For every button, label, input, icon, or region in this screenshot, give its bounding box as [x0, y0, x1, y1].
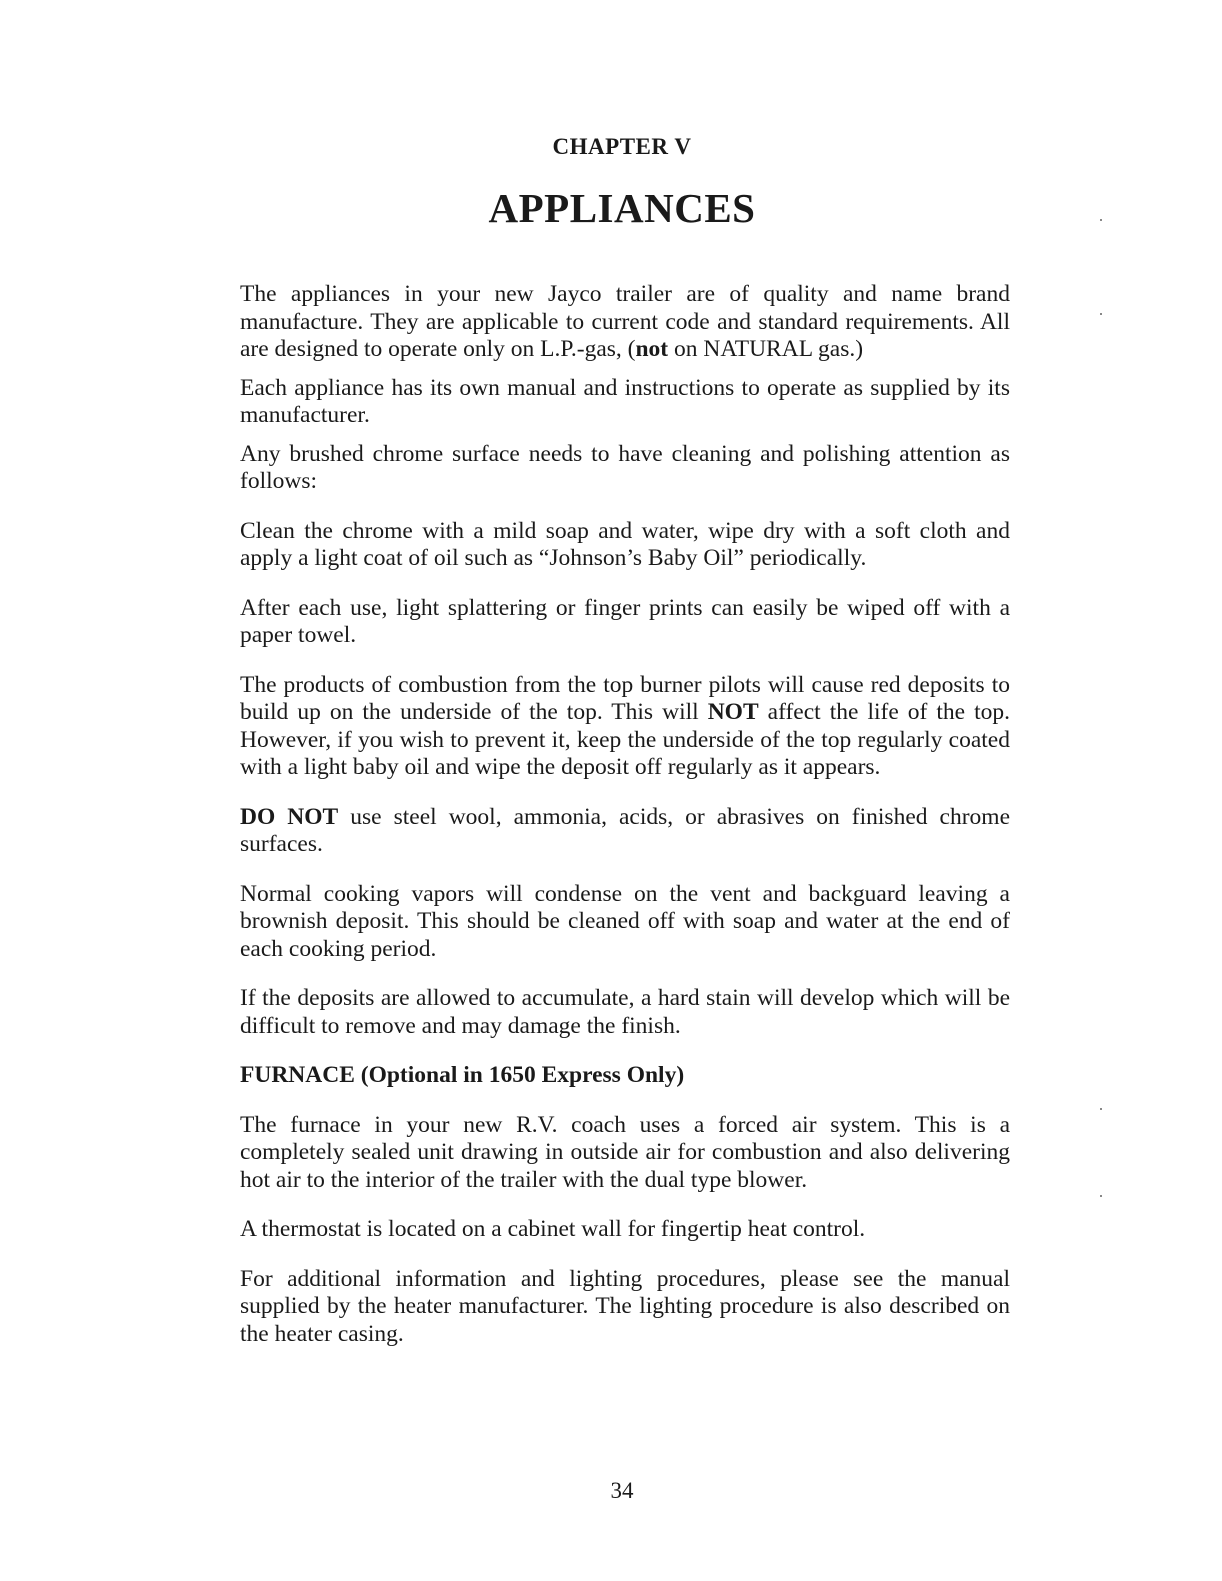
- paragraph-cooking-vapors: Normal cooking vapors will condense on the vent and backguard leaving a brownish deposit. This should be cleaned off with soap and water at the end of each cooking period.: [240, 880, 1010, 962]
- paragraph-deposits: If the deposits are allowed to accumulate, a hard stain will develop which will be difficult to remove and may damage the finish.: [240, 985, 1010, 1039]
- paragraph-combustion: The products of combustion from the top burner pilots will cause red deposits to build up on the underside of the top. This will NOT affect the life of the top. However, if you wish to prevent it, keep the underside of the top regularly coated with a light baby oil and wipe the deposit off regularly as it appears.: [240, 671, 1011, 780]
- page-title: APPLIANCES: [488, 185, 756, 231]
- paragraph-intro: The appliances in your new Jayco trailer are of quality and name brand manufacture. They are applicable to current code and standard requirements. All are designed to operate only on L.P.-gas, (not on NATURAL gas.): [240, 281, 1010, 362]
- scan-speck: [1100, 313, 1102, 315]
- paragraph-manuals: Each appliance has its own manual and instructions to operate as supplied by its manufacturer.: [240, 374, 1010, 428]
- page-number: 34: [610, 1478, 634, 1503]
- paragraph-chrome-intro: Any brushed chrome surface needs to have cleaning and polishing attention as follows:: [240, 440, 1010, 494]
- paragraph-additional-info: For additional information and lighting procedures, please see the manual supplied by the heater manufacturer. The lighting procedure is also described on the heater casing.: [240, 1265, 1010, 1347]
- chapter-label: CHAPTER V: [552, 134, 692, 159]
- scan-speck: [1100, 219, 1102, 221]
- scan-speck: [1100, 1195, 1102, 1197]
- paragraph-after-use: After each use, light splattering or finger prints can easily be wiped off with a paper towel.: [240, 594, 1010, 648]
- furnace-heading: FURNACE (Optional in 1650 Express Only): [240, 1062, 685, 1088]
- paragraph-thermostat: A thermostat is located on a cabinet wall for fingertip heat control.: [240, 1216, 866, 1242]
- scan-speck: [1100, 1108, 1102, 1110]
- body-text: [240, 281, 1010, 1348]
- paragraph-do-not: DO NOT use steel wool, ammonia, acids, or abrasives on finished chrome surfaces.: [240, 803, 1010, 857]
- paragraph-furnace: The furnace in your new R.V. coach uses a forced air system. This is a completely sealed unit drawing in outside air for combustion and also delivering hot air to the interior of the trailer with the dual type blower.: [240, 1111, 1010, 1193]
- paragraph-clean-chrome: Clean the chrome with a mild soap and water, wipe dry with a soft cloth and apply a light coat of oil such as “Johnson’s Baby Oil” periodically.: [240, 517, 1010, 571]
